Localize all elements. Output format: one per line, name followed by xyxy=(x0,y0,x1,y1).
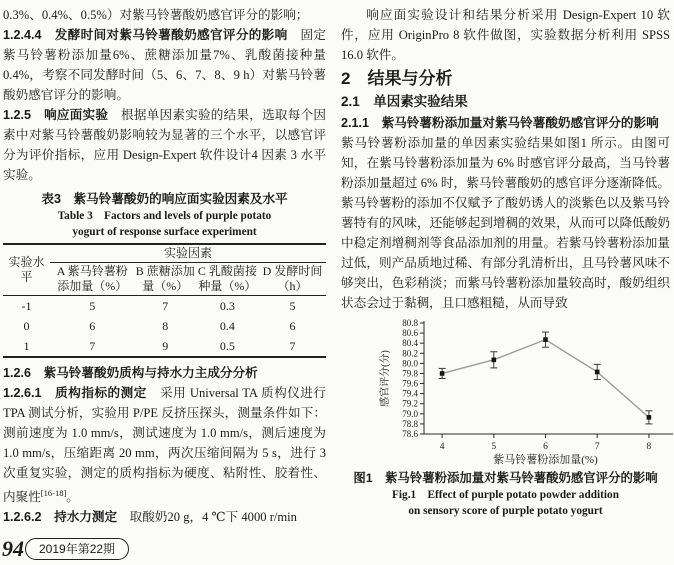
table-caption-en: Table 3 Factors and levels of purple potato yogurt of response surface experiment xyxy=(57,210,272,238)
table-row-header: 实验水平 xyxy=(3,244,50,296)
section-1-2-5 xyxy=(3,105,326,185)
svg-text:80.6: 80.6 xyxy=(402,328,418,339)
table-cell: 6 xyxy=(289,319,296,333)
section-1-2-4-4-heading: 1.2.4.4 发酵时间对紫马铃薯酸奶感官评分的影响 xyxy=(3,28,288,42)
table-header xyxy=(3,244,326,296)
svg-text:79.4: 79.4 xyxy=(402,388,418,399)
table-cell: 7 xyxy=(89,339,96,353)
section-1-2-6-1-tail: 。 xyxy=(66,490,79,505)
page-number: 94 xyxy=(2,536,24,561)
table-col-b: B 蔗糖添加量（%） xyxy=(135,263,196,296)
svg-text:6: 6 xyxy=(543,442,548,452)
svg-text:8: 8 xyxy=(646,442,652,452)
table-row xyxy=(3,296,326,317)
table-cell: 0.3 xyxy=(219,299,235,313)
section-2-1-1-text: 紫马铃薯粉添加量的单因素实验结果如图1 所示。由图可知，在紫马铃薯粉添加量为 6% 时感官评分最高，当马铃薯粉添加量超过 6% 时，紫马铃薯酸奶的感官评分逐渐降低。紫马铃薯粉的添加不仅赋予了酸奶诱人的淡紫色以及紫马铃薯特有的风味，还能够起到增稠的效果，从而可以降低酸奶中稳定剂增稠剂等食品添加剂的用量。若紫马铃薯粉添加量过低，则产品质地过稀、有部分乳清析出，且马铃薯风味不够突出，色彩稍淡；而紫马铃薯粉添加量较高时，酸奶组织状态会过于黏稠，且口感粗糙，从而导致 xyxy=(341,116,672,310)
table-cell: 1 xyxy=(23,339,30,353)
section-1-2-4-4-text: 固定紫马铃薯粉添加量6%、蔗糖添加量7%、乳酸菌接种量0.4%，考察不同发酵时间（5、6、7、8、9 h）对紫马铃薯酸奶感官评分的影响。 xyxy=(3,28,327,102)
figure-1 xyxy=(341,316,670,519)
section-1-2-6-heading: 1.2.6 紫马铃薯酸奶质构与持水力主成分分析 xyxy=(3,366,258,380)
table-cell: 5 xyxy=(289,299,296,313)
table-cell: 6 xyxy=(89,319,96,333)
svg-text:80.8: 80.8 xyxy=(402,318,418,328)
svg-text:78.6: 78.6 xyxy=(402,429,418,439)
citation-ref: [16-18] xyxy=(40,488,67,498)
table-cell: 7 xyxy=(289,339,296,353)
section-1-2-6-2 xyxy=(3,507,326,527)
table-cell: 0.4 xyxy=(219,319,235,333)
svg-text:78.8: 78.8 xyxy=(402,418,418,429)
right-column xyxy=(341,5,670,527)
svg-text:5: 5 xyxy=(491,442,497,452)
section-1-2-6-1-heading: 1.2.6.1 质构指标的测定 xyxy=(3,386,147,400)
table-group-header: 实验因素 xyxy=(50,244,326,263)
paragraph-continuation: 0.3%、0.4%、0.5%）对紫马铃薯酸奶感官评分的影响； xyxy=(3,8,309,22)
table-col-c: C 乳酸菌接种量（%） xyxy=(196,263,259,296)
section-2-1-1 xyxy=(341,113,670,313)
svg-text:79.8: 79.8 xyxy=(402,368,418,379)
issue-badge: 2019年第22期 xyxy=(25,538,129,560)
table-col-d: D 发酵时间（h） xyxy=(259,263,326,296)
table-cell: 0 xyxy=(23,319,30,333)
section-1-2-6-1 xyxy=(3,383,326,507)
table-cell: 7 xyxy=(162,299,169,313)
table-cell: 5 xyxy=(89,299,96,313)
svg-text:感官评分(分): 感官评分(分) xyxy=(380,350,391,407)
section-1-2-6-2-text: 取酸奶20 g，4 ℃下 4000 r/min xyxy=(117,510,297,525)
table-row xyxy=(3,316,326,336)
left-column xyxy=(3,5,326,527)
section-2-1-heading: 2.1 单因素实验结果 xyxy=(341,94,468,109)
paragraph-software: 响应面实验设计和结果分析采用 Design-Expert 10 软件，应用 OriginPro 8 软件做图，实验数据分析利用 SPSS 16.0 软件。 xyxy=(341,8,670,62)
figure-caption-en: Fig.1 Effect of purple potato powder addition on sensory score of purple potato yogurt xyxy=(392,489,619,517)
table-body xyxy=(3,296,326,358)
section-1-2-6-1-text: 采用 Universal TA 质构仪进行 TPA 测试分析，实验用 P/PE 反挤压探头，测量条件如下：测前速度为 1.0 mm/s，测试速度为 1.0 mm/s，测后速度为 1.0 mm/s，压缩距离 20 mm，两次压缩间隔为 5 s，进行 3 次重复实验，测定的质构指标为硬度、粘附性、胶着性、内聚性 xyxy=(3,386,327,505)
section-2-1-1-heading: 2.1.1 紫马铃薯粉添加量对紫马铃薯酸奶感官评分的影响 xyxy=(341,116,659,130)
svg-text:80.4: 80.4 xyxy=(402,338,418,349)
page-footer xyxy=(2,538,129,560)
sensory-score-chart xyxy=(377,316,674,468)
table-caption-zh: 表3 紫马铃薯酸奶的响应面实验因素及水平 xyxy=(41,192,288,206)
section-2-heading: 2 结果与分析 xyxy=(341,69,453,88)
svg-text:4: 4 xyxy=(439,442,445,452)
table-cell: 0.5 xyxy=(219,339,235,353)
svg-text:7: 7 xyxy=(594,442,600,452)
svg-text:80.0: 80.0 xyxy=(402,358,418,369)
table-row xyxy=(3,336,326,357)
figure-caption-zh: 图1 紫马铃薯粉添加量对紫马铃薯酸奶感官评分的影响 xyxy=(353,471,658,485)
section-1-2-6 xyxy=(3,363,326,383)
section-1-2-5-heading: 1.2.5 响应面实验 xyxy=(3,108,109,122)
table-cell: -1 xyxy=(21,299,32,313)
section-1-2-5-text: 根据单因素实验的结果，选取每个因素中对紫马铃薯酸奶影响较为显著的三个水平，以感官评分为评价指标，应用 Design-Expert 软件设计4 因素 3 水平实验。 xyxy=(3,108,327,182)
table-cell: 9 xyxy=(162,339,169,353)
svg-text:80.2: 80.2 xyxy=(402,348,418,359)
table-col-a: A 紫马铃薯粉添加量（%） xyxy=(50,263,135,296)
svg-text:79.0: 79.0 xyxy=(402,408,418,419)
table-cell: 8 xyxy=(162,319,169,333)
svg-text:紫马铃薯粉添加量(%): 紫马铃薯粉添加量(%) xyxy=(493,454,598,466)
svg-text:79.6: 79.6 xyxy=(402,378,418,389)
section-1-2-4-4 xyxy=(3,25,326,105)
factors-levels-table xyxy=(3,243,326,358)
svg-text:79.2: 79.2 xyxy=(402,398,418,409)
section-1-2-6-2-heading: 1.2.6.2 持水力测定 xyxy=(3,510,118,525)
